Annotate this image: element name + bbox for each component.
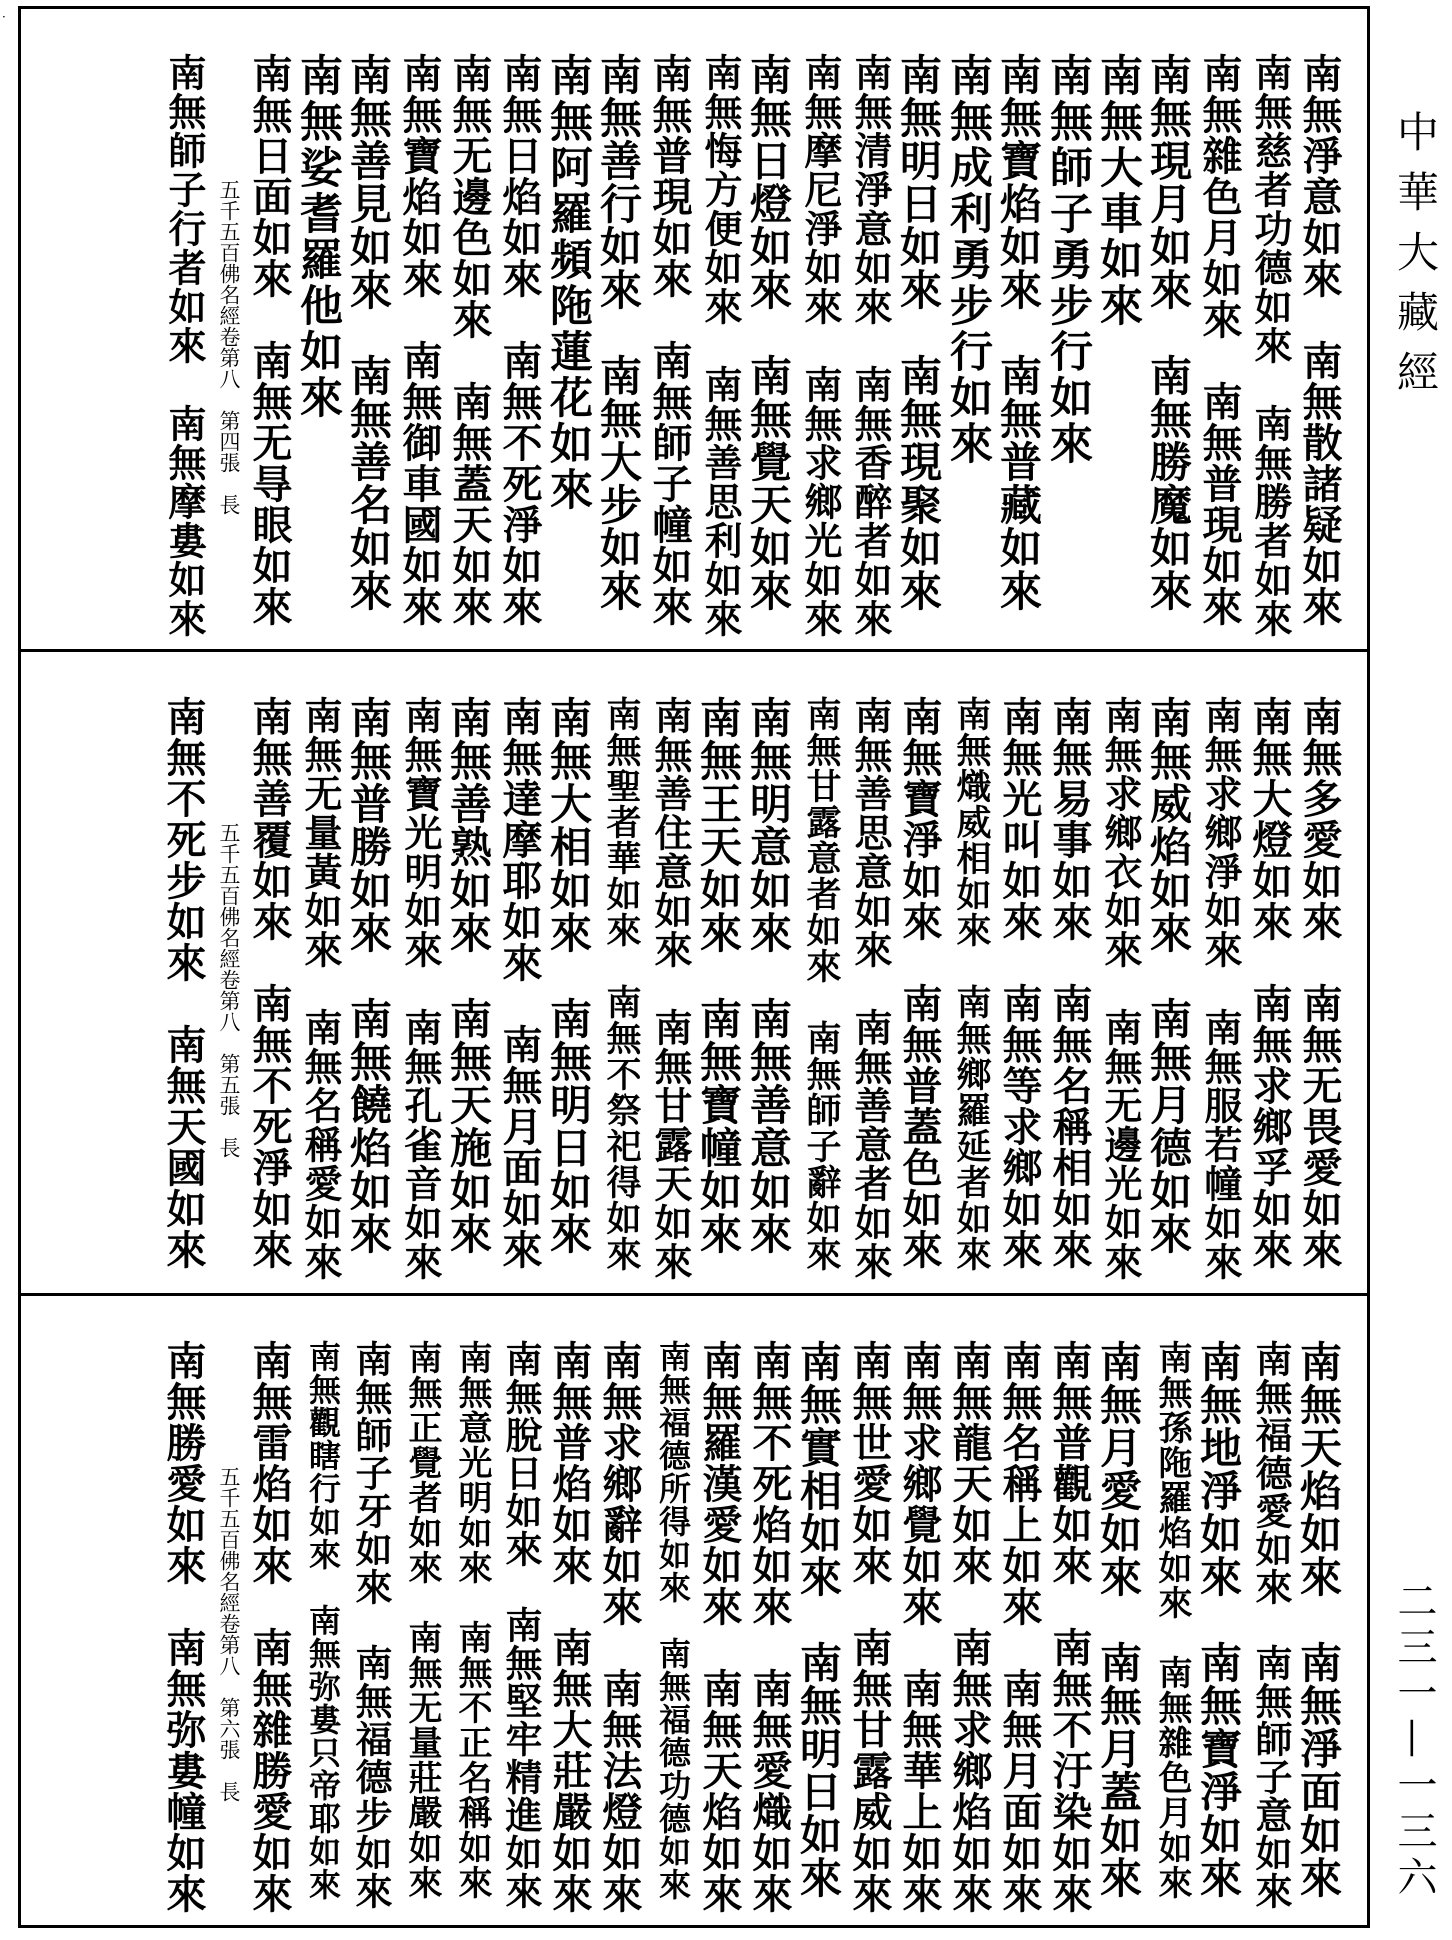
scan-mark: · xyxy=(2,10,6,24)
text-column: 南無不死步如來 南無天國如來 xyxy=(160,696,207,1270)
text-column: 南無雷焰如來 南無雜勝愛如來 xyxy=(246,1340,293,1914)
text-column: 南無明日如來 南無現聚如來 xyxy=(894,53,943,612)
text-column: 南無甘露意者如來 南無師子辭如來 xyxy=(801,696,842,1272)
page-number: 二三一—一三六 xyxy=(1391,1580,1437,1902)
text-column: 南無地淨如來 南無寶淨如來 xyxy=(1194,1340,1243,1899)
text-column: 南無善熟如來 南無天施如來 xyxy=(444,696,493,1255)
text-column: 南無龍天如來 南無求鄉焰如來 xyxy=(946,1340,993,1914)
text-column: 南無孫陁羅焰如來 南無雜色月如來 xyxy=(1152,1340,1192,1900)
page-frame xyxy=(18,6,1370,1928)
text-column: 南無求鄉衣如來 南無无邊光如來 xyxy=(1098,696,1143,1281)
text-column: 南無普觀如來 南無不汙染如來 xyxy=(1046,1340,1093,1914)
text-column: 南無福德所得如來 南無福德功德如來 xyxy=(654,1340,692,1901)
text-column: 南無悔方便如來 南無善思利如來 xyxy=(698,53,743,638)
text-column: 南無日燈如來 南無覺天如來 xyxy=(744,53,793,612)
text-column: 南無寶淨如來 南無普蓋色如來 xyxy=(896,696,943,1270)
text-column: 南無普焰如來 南無大莊嚴如來 xyxy=(546,1340,593,1914)
text-column: 南無觀瞎行如來 南無弥婁只帝耶如來 xyxy=(304,1340,342,1901)
text-column: 南無日面如來 南無无㝵眼如來 xyxy=(246,53,293,627)
text-column: 南無寶焰如來 南無御車國如來 xyxy=(396,53,443,627)
text-column: 南無勝愛如來 南無弥婁幢如來 xyxy=(160,1340,207,1914)
text-column: 南無師子勇步行如來 xyxy=(1043,53,1093,467)
text-column: 南無求鄉覺如來 南無華上如來 xyxy=(896,1340,943,1914)
panel-3 xyxy=(21,1296,1367,1925)
text-column: 南無光叫如來 南無等求鄉如來 xyxy=(996,696,1043,1270)
text-column: 南無月愛如來 南無月蓋如來 xyxy=(1094,1340,1143,1899)
text-column: 南無聖者華如來 南無不祭祀得如來 xyxy=(601,696,642,1272)
panel-1 xyxy=(21,9,1367,652)
text-column: 南無大車如來 xyxy=(1093,53,1143,329)
text-column: 南無娑耆羅他如來 xyxy=(293,53,343,421)
text-column: 南無師子行者如來 南無摩婁如來 xyxy=(162,53,207,638)
text-column: 南無摩尼淨如來 南無求鄉光如來 xyxy=(798,53,843,638)
text-column: 南無羅漢愛如來 南無天焰如來 xyxy=(696,1340,743,1914)
text-column: 南無求鄉辭如來 南無法燈如來 xyxy=(596,1340,643,1914)
text-column: 南無王天如來 南無寶幢如來 xyxy=(694,696,743,1255)
sutra-footer: 五千五百佛名經卷第八 第四張 長 xyxy=(217,179,241,515)
text-column: 南無威焰如來 南無月德如來 xyxy=(1144,696,1193,1255)
text-column: 南無淨意如來 南無散諸疑如來 xyxy=(1296,53,1343,627)
text-column: 南無无邊色如來 南無蓋天如來 xyxy=(446,53,493,627)
text-column: 南無明意如來 南無善意如來 xyxy=(744,696,793,1255)
collection-title: 中華大藏經 xyxy=(1391,110,1440,410)
text-column: 南無求鄉淨如來 南無服若幢如來 xyxy=(1198,696,1243,1281)
text-column: 南無現月如來 南無勝魔如來 xyxy=(1144,53,1193,612)
text-column: 南無慈者功德如來 南無勝者如來 xyxy=(1248,53,1293,638)
text-column: 南無善思意如來 南無善意者如來 xyxy=(848,696,893,1281)
text-column: 南無師子牙如來 南無福德步如來 xyxy=(349,1340,393,1910)
text-column: 南無寶光明如來 南無孔雀音如來 xyxy=(398,696,443,1281)
text-column: 南無善覆如來 南無不死淨如來 xyxy=(246,696,293,1270)
text-column: 南無熾威相如來 南無鄉羅延者如來 xyxy=(951,696,992,1272)
text-column: 南無達摩耶如來 南無月面如來 xyxy=(496,696,543,1270)
text-column: 南無日焰如來 南無不死淨如來 xyxy=(496,53,543,627)
text-column: 南無名稱上如來 南無月面如來 xyxy=(996,1340,1043,1914)
text-column: 南無大燈如來 南無求鄉孚如來 xyxy=(1246,696,1293,1270)
text-column: 南無世愛如來 南無甘露威如來 xyxy=(846,1340,893,1914)
text-column: 南無不死焰如來 南無愛熾如來 xyxy=(746,1340,793,1914)
text-column: 南無福德愛如來 南無師子意如來 xyxy=(1249,1340,1293,1910)
text-column: 南無多愛如來 南無无畏愛如來 xyxy=(1296,696,1343,1270)
text-column: 南無意光明如來 南無不正名稱如來 xyxy=(452,1340,492,1900)
panel-2 xyxy=(21,652,1367,1296)
text-column: 南無成利勇步行如來 xyxy=(943,53,993,467)
sutra-footer: 五千五百佛名經卷第八 第五張 長 xyxy=(217,822,241,1158)
text-column: 南無阿羅頻陁蓮花如來 xyxy=(543,53,593,513)
sutra-footer: 五千五百佛名經卷第八 第六張 長 xyxy=(217,1466,241,1802)
text-column: 南無大相如來 南無明日如來 xyxy=(544,696,593,1255)
text-column: 南無清淨意如來 南無香醉者如來 xyxy=(848,53,893,638)
text-column: 南無寶焰如來 南無普藏如來 xyxy=(994,53,1043,612)
text-column: 南無善見如來 南無善名如來 xyxy=(344,53,393,612)
text-column: 南無易事如來 南無名稱相如來 xyxy=(1046,696,1093,1270)
text-column: 南無普現如來 南無師子幢如來 xyxy=(646,53,693,627)
text-column: 南無脫日如來 南無堅牢精進如來 xyxy=(499,1340,543,1910)
text-column: 南無善行如來 南無大步如來 xyxy=(594,53,643,612)
text-column: 南無善住意如來 南無甘露天如來 xyxy=(648,696,693,1281)
text-column: 南無天焰如來 南無淨面如來 xyxy=(1294,1340,1343,1899)
text-column: 南無普勝如來 南無饒焰如來 xyxy=(344,696,393,1255)
text-column: 南無雜色月如來 南無普現如來 xyxy=(1196,53,1243,627)
text-column: 南無實相如來 南無明日如來 xyxy=(794,1340,843,1899)
text-column: 南無无量黃如來 南無名稱愛如來 xyxy=(298,696,343,1281)
text-column: 南無正覺者如來 南無无量莊嚴如來 xyxy=(402,1340,442,1900)
